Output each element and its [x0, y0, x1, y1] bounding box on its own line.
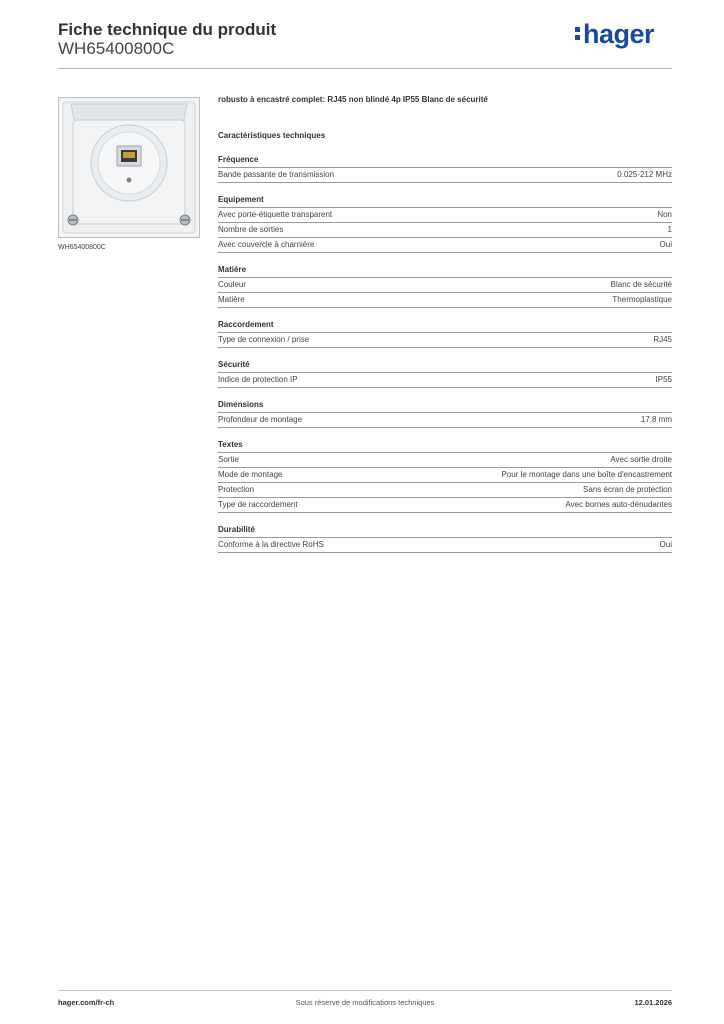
hager-logo: [575, 19, 654, 50]
spec-label: Profondeur de montage: [218, 415, 303, 424]
spec-row: [218, 468, 672, 483]
spec-label: Sortie: [218, 455, 239, 464]
group-title: Equipement: [218, 193, 672, 208]
group-title: Durabilité: [218, 523, 672, 538]
spec-value: Non: [657, 210, 672, 219]
header-divider: [58, 68, 672, 69]
spec-row: [218, 498, 672, 513]
spec-value: Sans écran de protection: [583, 485, 672, 494]
footer-date: 12.01.2026: [634, 998, 672, 1007]
spec-label: Conforme à la directive RoHS: [218, 540, 324, 549]
page-header: [58, 20, 672, 70]
product-reference: WH65400800C: [58, 39, 175, 58]
spec-row: [218, 453, 672, 468]
spec-group-raccordement: [218, 318, 672, 348]
spec-group-frequence: [218, 153, 672, 183]
rj45-socket-icon: [59, 98, 199, 237]
spec-row: [218, 278, 672, 293]
spec-label: Indice de protection IP: [218, 375, 298, 384]
spec-group-equipement: [218, 193, 672, 253]
spec-label: Type de connexion / prise: [218, 335, 310, 344]
spec-label: Bande passante de transmission: [218, 170, 335, 179]
spec-value: Avec bornes auto-dénudantes: [565, 500, 672, 509]
spec-label: Matière: [218, 295, 245, 304]
spec-row: [218, 413, 672, 428]
product-image: [58, 97, 200, 238]
spec-row: [218, 333, 672, 348]
footer-website-link[interactable]: hager.com/fr-ch: [58, 998, 115, 1007]
footer-divider: [58, 990, 672, 991]
logo-dots-icon: [575, 25, 580, 41]
group-title: Fréquence: [218, 153, 672, 168]
spec-value: 1: [667, 225, 672, 234]
spec-value: Oui: [659, 540, 672, 549]
spec-group-durabilite: [218, 523, 672, 553]
spec-label: Nombre de sorties: [218, 225, 284, 234]
group-title: Raccordement: [218, 318, 672, 333]
spec-label: Avec porte-étiquette transparent: [218, 210, 333, 219]
page-title: Fiche technique du produit: [58, 20, 277, 39]
spec-group-matiere: [218, 263, 672, 308]
spec-value: Oui: [659, 240, 672, 249]
spec-value: 0.025-212 MHz: [617, 170, 672, 179]
spec-group-dimensions: [218, 398, 672, 428]
spec-row: [218, 483, 672, 498]
spec-label: Avec couvercle à charnière: [218, 240, 315, 249]
spec-value: Pour le montage dans une boîte d'encastrement: [501, 470, 672, 479]
spec-row: [218, 538, 672, 553]
spec-label: Couleur: [218, 280, 247, 289]
spec-content: [218, 92, 672, 553]
group-title: Dimensions: [218, 398, 672, 413]
product-description: robusto à encastré complet: RJ45 non blindé 4p IP55 Blanc de sécurité: [218, 95, 488, 104]
spec-row: [218, 293, 672, 308]
spec-group-securite: [218, 358, 672, 388]
spec-row: [218, 373, 672, 388]
logo-text: hager: [582, 19, 654, 49]
spec-label: Mode de montage: [218, 470, 283, 479]
spec-value: 17.8 mm: [640, 415, 672, 424]
spec-group-textes: [218, 438, 672, 513]
spec-value: RJ45: [653, 335, 672, 344]
spec-row: [218, 238, 672, 253]
group-title: Matière: [218, 263, 672, 278]
spec-value: Avec sortie droite: [610, 455, 672, 464]
spec-heading: Caractéristiques techniques: [218, 131, 326, 140]
spec-row: [218, 208, 672, 223]
page-footer: [58, 998, 672, 1010]
group-title: Sécurité: [218, 358, 672, 373]
spec-label: Protection: [218, 485, 255, 494]
spec-label: Type de raccordement: [218, 500, 298, 509]
spec-value: Blanc de sécurité: [610, 280, 672, 289]
spec-value: IP55: [655, 375, 672, 384]
group-title: Textes: [218, 438, 672, 453]
spec-row: [218, 223, 672, 238]
footer-notice: Sous réserve de modifications techniques: [295, 998, 435, 1007]
spec-value: Thermoplastique: [612, 295, 672, 304]
spec-row: [218, 168, 672, 183]
image-caption: WH65400800C: [58, 244, 106, 251]
